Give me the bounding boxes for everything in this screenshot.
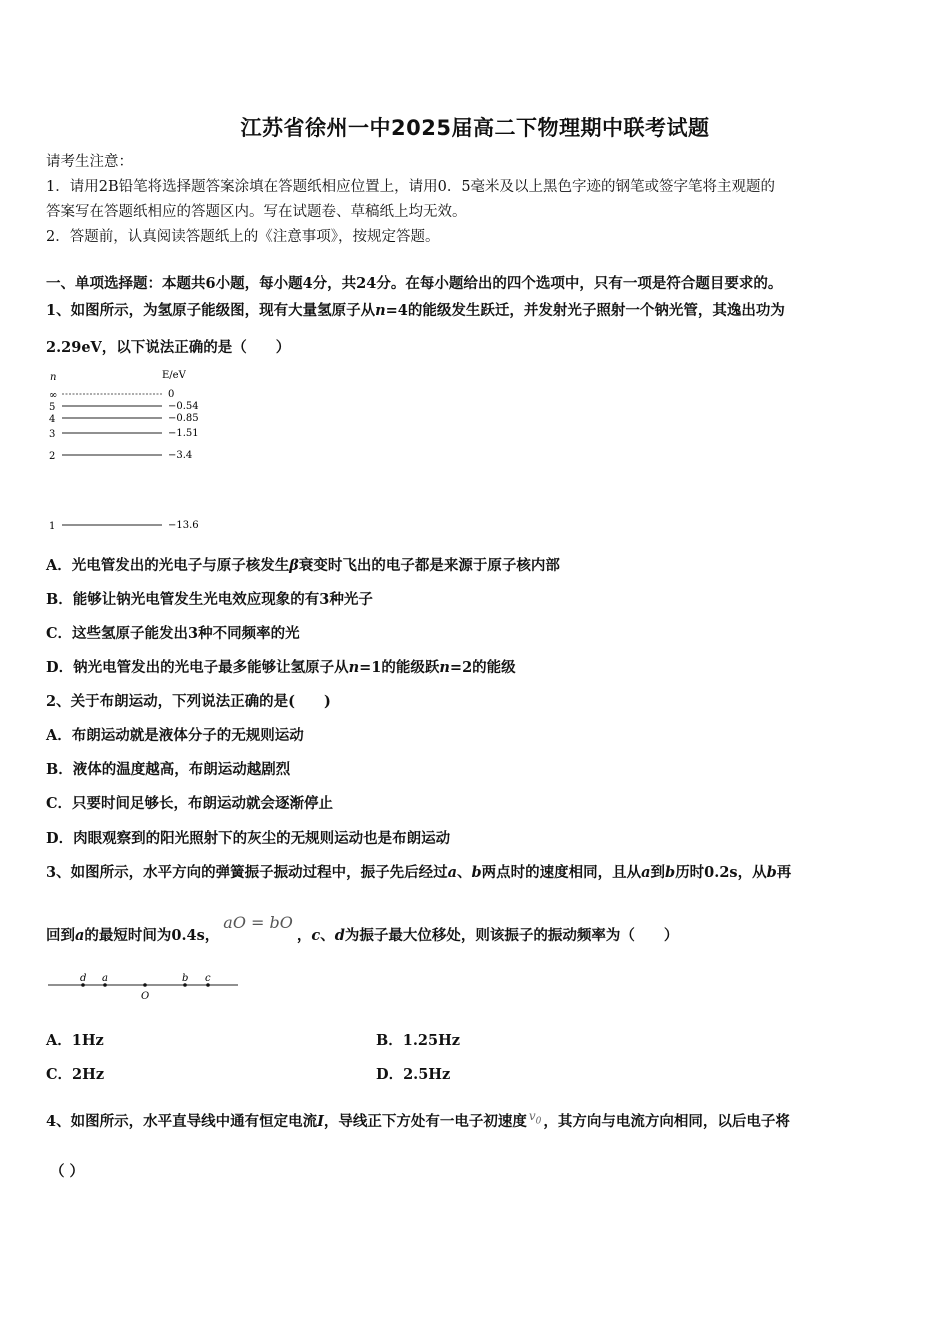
- energy-axis-label: E/eV: [162, 370, 186, 381]
- q4-stem-line2: （ ）: [50, 1163, 85, 1180]
- q2-option-a: A．布朗运动就是液体分子的无规则运动: [46, 727, 304, 744]
- q3-stem-line2: 回到a的最短时间为0.4s，aO = bO，c、d为振子最大位移处，则该振子的振动频率为（ ）: [46, 913, 679, 944]
- q2-stem: 2、关于布朗运动，下列说法正确的是( ): [46, 693, 331, 710]
- level-e-inf: 0: [168, 389, 175, 400]
- q1-option-d: D．钠光电管发出的光电子最多能够让氢原子从n=1的能级跃n=2的能级: [46, 659, 516, 676]
- q3-option-b: B．1.25Hz: [376, 1032, 461, 1049]
- level-e-2: −3.4: [168, 450, 193, 461]
- level-e-5: −0.54: [168, 401, 199, 412]
- notice-line-3: 2．答题前，认真阅读答题纸上的《注意事项》，按规定答题。: [46, 229, 440, 245]
- q1-stem-line2: 2.29eV，以下说法正确的是（ ）: [46, 339, 291, 356]
- label-c: c: [205, 973, 211, 984]
- label-d: d: [80, 973, 87, 984]
- level-n-1: 1: [49, 521, 56, 532]
- q1-option-a: A．光电管发出的光电子与原子核发生β衰变时飞出的电子都是来源于原子核内部: [46, 557, 560, 574]
- label-a: a: [102, 973, 108, 984]
- page-title: 江苏省徐州一中2025届高二下物理期中联考试题: [240, 116, 710, 140]
- section-heading: 一、单项选择题：本题共6小题，每小题4分，共24分。在每小题给出的四个选项中，只有一项是符合题目要求的。: [46, 275, 783, 292]
- q2-option-c: C．只要时间足够长，布朗运动就会逐渐停止: [46, 795, 334, 812]
- n-axis-label: n: [50, 372, 57, 383]
- q3-formula: aO = bO: [223, 913, 293, 932]
- level-n-inf: ∞: [49, 390, 58, 401]
- q3-stem-line1: 3、如图所示，水平方向的弹簧振子振动过程中，振子先后经过a、b两点时的速度相同，且从a到b历时0.2s，从b再: [46, 864, 792, 881]
- point-o: [143, 983, 147, 987]
- notice-line-1: 1．请用2B铅笔将选择题答案涂填在答题纸相应位置上，请用0．5毫米及以上黑色字迹的钢笔或签字笔将主观题的: [46, 179, 776, 195]
- notice-line-2: 答案写在答题纸相应的答题区内。写在试题卷、草稿纸上均无效。: [46, 204, 467, 220]
- notice-heading: 请考生注意：: [46, 154, 133, 170]
- level-e-1: −13.6: [168, 520, 199, 531]
- level-n-4: 4: [49, 414, 56, 425]
- q3-option-c: C．2Hz: [46, 1066, 105, 1083]
- q1-option-c: C．这些氢原子能发出3种不同频率的光: [46, 625, 300, 642]
- q4-stem-line1: 4、如图所示，水平直导线中通有恒定电流I，导线正下方处有一电子初速度 $^{v_0}$ ，其方向与电流方向相同，以后电子将: [46, 1109, 790, 1130]
- label-o: O: [141, 991, 150, 1002]
- q1-option-b: B．能够让钠光电管发生光电效应现象的有3种光子: [46, 591, 373, 608]
- q2-option-d: D．肉眼观察到的阳光照射下的灰尘的无规则运动也是布朗运动: [46, 830, 451, 847]
- q4-v0-symbol: v0: [528, 1109, 542, 1127]
- q1-stem-line1: 1、如图所示，为氢原子能级图，现有大量氢原子从n=4的能级发生跃迁，并发射光子照射一个钠光管，其逸出功为: [46, 302, 785, 319]
- spring-oscillator-diagram: [46, 968, 242, 1004]
- level-n-2: 2: [49, 451, 56, 462]
- label-b: b: [182, 973, 189, 984]
- level-n-3: 3: [49, 429, 56, 440]
- energy-level-diagram: [44, 366, 224, 536]
- level-e-3: −1.51: [168, 428, 199, 439]
- q3-option-a: A．1Hz: [46, 1032, 104, 1049]
- level-n-5: 5: [49, 402, 56, 413]
- q3-option-d: D．2.5Hz: [376, 1066, 451, 1083]
- level-e-4: −0.85: [168, 413, 199, 424]
- q2-option-b: B．液体的温度越高，布朗运动越剧烈: [46, 761, 291, 778]
